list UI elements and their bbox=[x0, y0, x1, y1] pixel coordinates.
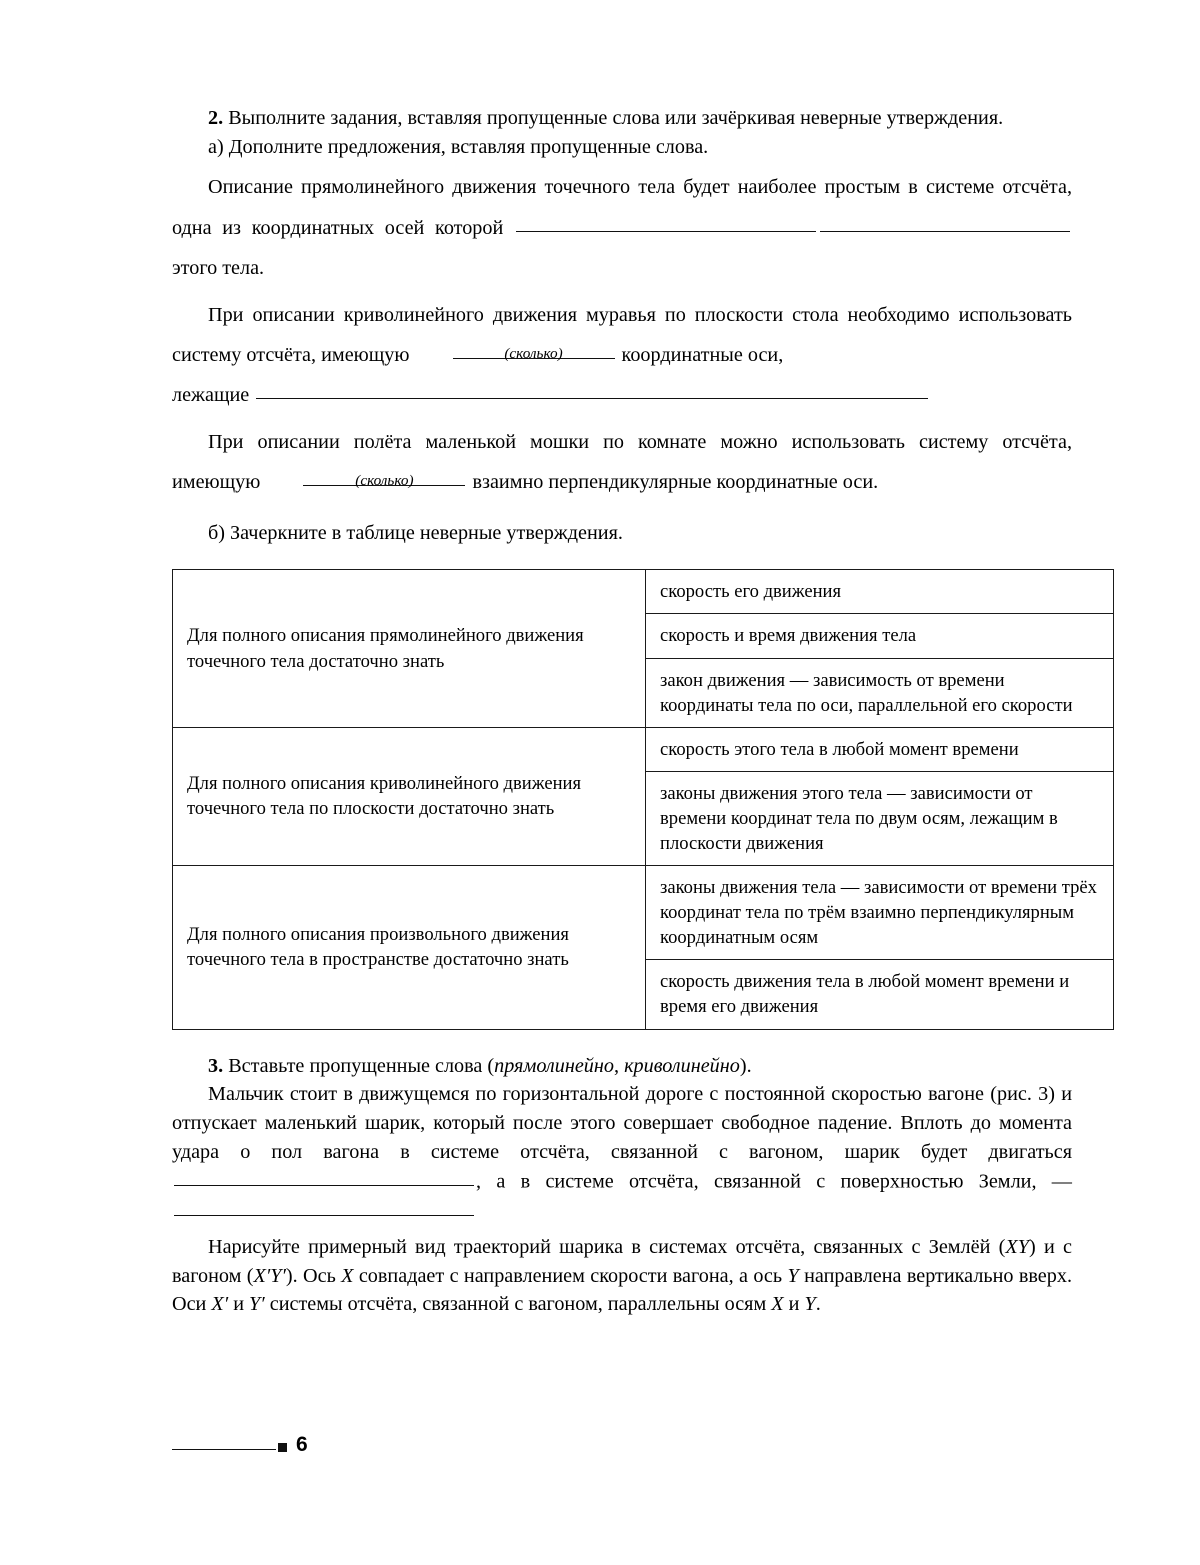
axis-label-xpyp: X′Y′ bbox=[253, 1264, 286, 1287]
table-row bbox=[173, 727, 1114, 771]
table-row bbox=[173, 570, 1114, 614]
table-option-cell[interactable]: закон движения — зависимость от времени координаты тела по оси, параллельной его скорости bbox=[646, 658, 1114, 727]
task3-p2-text-d: совпадает с направлением скорости вагона, а ось bbox=[353, 1264, 788, 1287]
task3-paragraph-2 bbox=[172, 1233, 1072, 1319]
task2-subtask-a: а) Дополните предложения, вставляя пропущенные слова. bbox=[208, 135, 709, 158]
axis-label-y-prime: Y′ bbox=[249, 1293, 265, 1316]
fill-blank-1a[interactable] bbox=[516, 212, 816, 232]
fill-blank-3[interactable] bbox=[256, 380, 928, 400]
task2-sentence-2-cont bbox=[172, 375, 1072, 415]
task3-heading-italic-2: криволинейно bbox=[624, 1054, 740, 1077]
task3-p2-text-h: и bbox=[783, 1293, 805, 1316]
task2-sentence-3 bbox=[172, 422, 1072, 503]
table-option-cell[interactable]: скорость его движения bbox=[646, 570, 1114, 614]
task3-number: 3. bbox=[208, 1054, 224, 1077]
task2-sentence-1-text-b: этого тела. bbox=[172, 257, 265, 280]
task2-sentence-3-text-b: взаимно перпендикулярные координатные оси. bbox=[472, 471, 879, 494]
task3-heading-a: Вставьте пропущенные слова ( bbox=[228, 1054, 495, 1077]
task3-p1-text-a: Мальчик стоит в движущемся по горизонтальной дороге с постоянной скоростью вагоне (рис. 3) и отпускает маленький шарик, который после этого совершает свободное падение. Вплоть до момента удара о пол вагона в системе отсчёта, связанной с вагоном, шарик будет двигаться bbox=[172, 1083, 1072, 1163]
task3-p2-text-a: Нарисуйте примерный вид траекторий шарика в системах отсчёта, связанных с Землёй ( bbox=[208, 1235, 1006, 1258]
task3-p2-text-e: направлена вертикально вверх. Оси bbox=[172, 1264, 1073, 1316]
table-row bbox=[173, 866, 1114, 960]
task3-p2-text-b: ) и с вагоном ( bbox=[172, 1235, 1072, 1287]
table-option-cell[interactable]: законы движения тела — зависимости от времени трёх координат тела по трём взаимно перпендикулярным координатным осям bbox=[646, 866, 1114, 960]
task2-sentence-2-text-b: координатные оси, bbox=[621, 344, 784, 366]
task3-p1-text-b: , а в системе отсчёта, связанной с поверхностью Земли, — bbox=[476, 1170, 1072, 1193]
task3-heading bbox=[172, 1052, 1072, 1081]
page-number: 6 bbox=[296, 1433, 308, 1456]
table-prompt-cell-2: Для полного описания криволинейного движения точечного тела по плоскости достаточно знать bbox=[173, 727, 646, 865]
task2-sentence-2 bbox=[172, 295, 1072, 376]
task3-p2-text-c: ). Ось bbox=[285, 1264, 342, 1287]
fill-blank-1b[interactable] bbox=[820, 212, 1070, 232]
table-option-cell[interactable]: законы движения этого тела — зависимости от времени координат тела по двум осям, лежащим в плоскости движения bbox=[646, 771, 1114, 865]
page-footer bbox=[172, 1432, 572, 1472]
table-option-cell[interactable]: скорость и время движения тела bbox=[646, 614, 1114, 658]
table-prompt-cell-3: Для полного описания произвольного движения точечного тела в пространстве достаточно знать bbox=[173, 866, 646, 1029]
statements-table bbox=[172, 569, 1114, 1029]
task3-paragraph-1 bbox=[172, 1080, 1072, 1227]
task3-p2-text-g: системы отсчёта, связанной с вагоном, параллельны осям bbox=[264, 1293, 772, 1316]
task2-heading bbox=[172, 104, 1072, 133]
axis-label-x-2: X bbox=[771, 1293, 784, 1316]
footer-rule bbox=[172, 1449, 276, 1450]
axis-label-y-1: Y bbox=[787, 1264, 799, 1287]
task3-heading-sep: , bbox=[614, 1054, 625, 1077]
task3-p2-text-i: . bbox=[815, 1293, 821, 1316]
task2-number: 2. bbox=[208, 107, 224, 129]
table-prompt-cell-1: Для полного описания прямолинейного движения точечного тела достаточно знать bbox=[173, 570, 646, 727]
fill-blank-2-caption: (сколько) bbox=[504, 344, 563, 362]
task3-heading-b: ). bbox=[739, 1054, 752, 1077]
task2-heading-text: Выполните задания, вставляя пропущенные слова или зачёркивая неверные утверждения. bbox=[228, 107, 1004, 129]
task3-p2-text-f: и bbox=[228, 1293, 250, 1316]
task3-heading-italic-1: прямолинейно bbox=[494, 1054, 614, 1077]
task2-sentence-1 bbox=[172, 167, 1072, 288]
fill-blank-4-caption: (сколько) bbox=[355, 472, 414, 490]
axis-label-y-2: Y bbox=[804, 1293, 816, 1316]
axis-label-x-1: X bbox=[341, 1264, 354, 1287]
footer-square-marker bbox=[278, 1443, 287, 1452]
axis-label-xy: XY bbox=[1005, 1235, 1029, 1258]
task2-sentence-3-text-a: При описании полёта маленькой мошки по комнате можно использовать систему отсчёта, имеющую bbox=[172, 430, 1072, 494]
fill-blank-4-wrap bbox=[265, 462, 467, 502]
table-option-cell[interactable]: скорость движения тела в любой момент времени и время его движения bbox=[646, 960, 1114, 1029]
axis-label-x-prime: X′ bbox=[211, 1293, 229, 1316]
task2-sentence-1-text-a: Описание прямолинейного движения точечного тела будет наиболее простым в системе отсчёта, одна из координатных осей которой bbox=[172, 176, 1072, 239]
fill-blank-6[interactable] bbox=[174, 1197, 474, 1217]
table-option-cell[interactable]: скорость этого тела в любой момент времени bbox=[646, 727, 1114, 771]
fill-blank-2-wrap bbox=[415, 335, 617, 375]
page-content bbox=[172, 104, 1097, 1319]
statements-table-wrap bbox=[172, 569, 1097, 1029]
task2-sentence-2-text-c: лежащие bbox=[172, 384, 250, 407]
task2-subtask-b: б) Зачеркните в таблице неверные утверждения. bbox=[208, 521, 623, 544]
task2-sentence-2-text-a: При описании криволинейного движения муравья по плоскости стола необходимо использовать систему отсчёта, имеющую bbox=[172, 303, 1072, 366]
fill-blank-5[interactable] bbox=[174, 1166, 474, 1186]
